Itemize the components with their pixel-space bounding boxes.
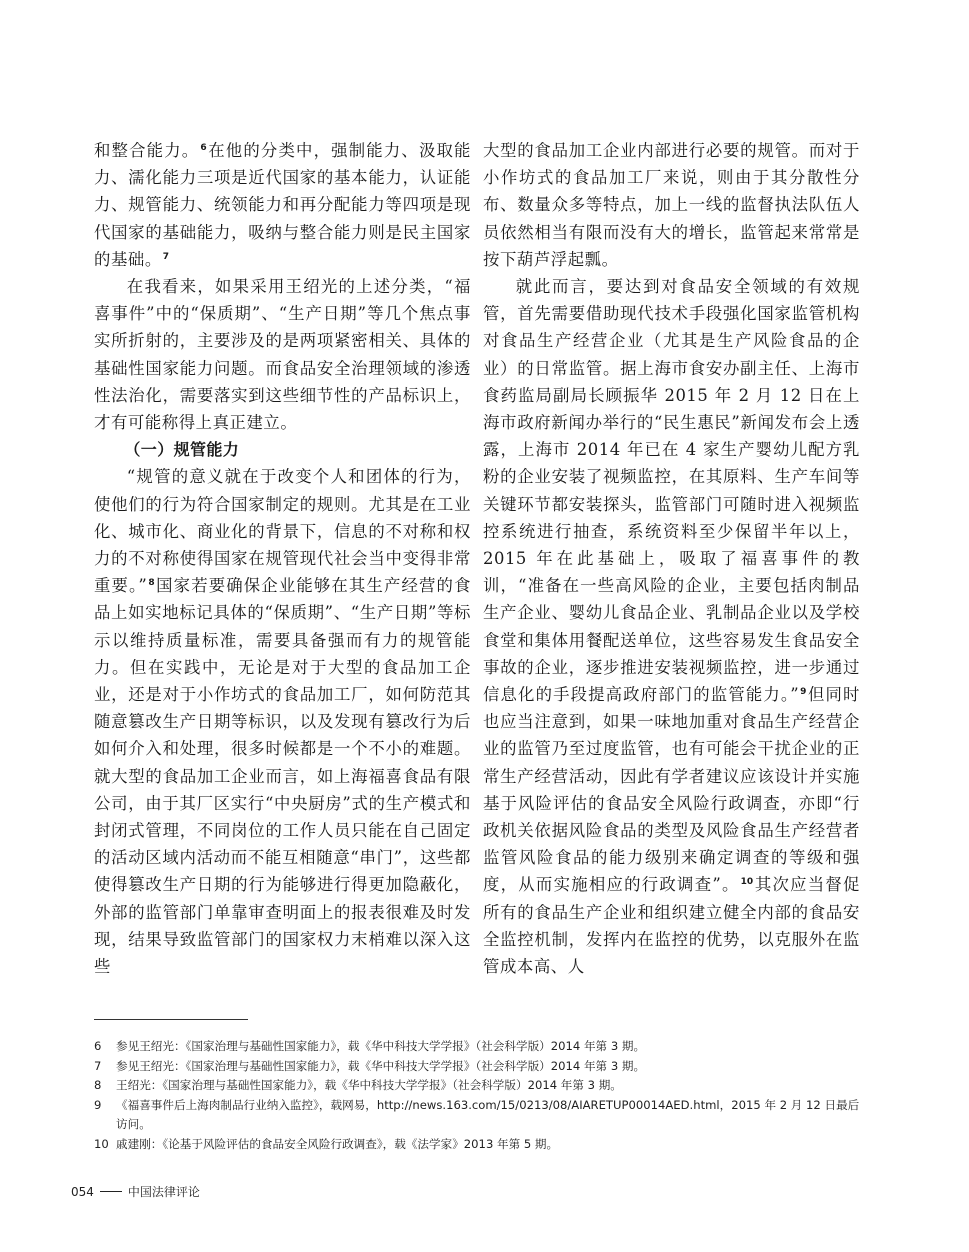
footnote-item	[94, 1135, 862, 1155]
footnote-number: 10	[94, 1136, 109, 1151]
footnote-item	[94, 1037, 862, 1057]
footnote-number: 6	[94, 1039, 102, 1053]
paragraph: 在我看来，如果采用王绍光的上述分类，“福喜事件”中的“保质期”、“生产日期”等几个焦点事实所折射的，主要涉及的是两项紧密相关、具体的基础性国家能力问题。而食品安全治理领域的渗透性法治化，需要落实到这些细节性的产品标识上，才有可能称得上真正建立。	[94, 277, 471, 433]
footnote-divider	[94, 1019, 248, 1020]
footnote-number: 9	[94, 1097, 102, 1112]
footnote-item	[94, 1057, 862, 1077]
footnote-text: 戚建刚：《论基于风险评估的食品安全风险行政调查》，载《法学家》2013 年第 5 期。	[116, 1136, 559, 1151]
footnote-item	[94, 1096, 862, 1135]
section-heading: （一）规管能力	[124, 440, 240, 460]
paragraph	[94, 137, 471, 273]
right-column	[483, 137, 860, 980]
page-footer	[71, 1183, 200, 1200]
text-run: 但同时也应当注意到，如果一味地加重对食品生产经营企业的监管乃至过度监管，也有可能会干扰企业的正常生产经营活动，因此有学者建议应该设计并实施基于风险评估的食品安全风险行政调查，亦即“行政机关依据风险食品的类型及风险食品生产经营者监管风险食品的能力级别来确定调查的等级和强度，从而实施相应的行政调查”。	[483, 685, 860, 895]
page-number: 054	[71, 1184, 94, 1199]
footnote-ref[interactable]: 9	[800, 687, 807, 698]
footnote-ref[interactable]: 7	[162, 251, 170, 262]
footnote-number: 8	[94, 1078, 102, 1092]
text-run: “规管的意义就在于改变个人和团体的行为，使他们的行为符合国家制定的规则。尤其是在工业化、城市化、商业化的背景下，信息的不对称和权力的不对称使得国家在规管现代社会当中变得非常重要。”	[94, 467, 471, 596]
paragraph	[94, 463, 471, 980]
footnote-text: 《福喜事件后上海肉制品行业纳入监控》，载网易，http://news.163.com/15/0213/08/AIARETUP00014AED.html，2015 年 2 月 12 日最后访问。	[116, 1097, 860, 1131]
text-run: 在他的分类中，强制能力、汲取能力、濡化能力三项是近代国家的基本能力，认证能力、规管能力、统领能力和再分配能力等四项是现代国家的基础能力，吸纳与整合能力则是民主国家的基础。	[94, 141, 471, 269]
left-column	[94, 137, 471, 980]
text-run: 国家若要确保企业能够在其生产经营的食品上如实地标记具体的“保质期”、“生产日期”等标示以维持质量标准，需要具备强而有力的规管能力。但在实践中，无论是对于大型的食品加工企业，还是对于小作坊式的食品加工厂，如何防范其随意篡改生产日期等标识，以及发现有篡改行为后如何介入和处理，很多时候都是一个不小的难题。就大型的食品加工企业而言，如上海福喜食品有限公司，由于其厂区实行“中央厨房”式的生产模式和封闭式管理，不同岗位的工作人员只能在自己固定的活动区域内活动而不能互相随意“串门”，这些都使得篡改生产日期的行为能够进行得更加隐蔽化，外部的监管部门单靠审查明面上的报表很难及时发现，结果导致监管部门的国家权力末梢难以深入这些	[94, 576, 471, 977]
footnote-number: 7	[94, 1058, 102, 1073]
journal-name: 中国法律评论	[127, 1185, 200, 1199]
footnote-ref[interactable]: 8	[148, 578, 155, 589]
text-run: 就此而言，要达到对食品安全领域的有效规管，首先需要借助现代技术手段强化国家监管机构对食品生产经营企业（尤其是生产风险食品的企业）的日常监管。据上海市食安办副主任、上海市食药监局副局长顾振华 2015 年 2 月 12 日在上海市政府新闻办举行的“民生惠民”新闻发布会上透露，上海市 2014 年已在 4 家生产婴幼儿配方乳粉的企业安装了视频监控，在其原料、生产车间等关键环节都安装探头，监管部门可随时进入视频监控系统进行抽查，系统资料至少保留半年以上，2015 年在此基础上，吸取了福喜事件的教训，“准备在一些高风险的企业，主要包括肉制品生产企业、婴幼儿食品企业、乳制品企业以及学校食堂和集体用餐配送单位，这些容易发生食品安全事故的企业，逐步推进安装视频监控，进一步通过信息化的手段提高政府部门的监管能力。”	[483, 277, 860, 705]
footnotes	[94, 1037, 862, 1154]
footnote-ref[interactable]: 6	[200, 143, 207, 153]
footnote-item	[94, 1076, 862, 1096]
footer-dash	[100, 1191, 122, 1192]
text-run: 其次应当督促所有的食品生产企业和组织建立健全内部的食品安全监控机制，发挥内在监控的优势，以克服外在监管成本高、人	[483, 875, 860, 977]
paragraph: 大型的食品加工企业内部进行必要的规管。而对于小作坊式的食品加工厂来说，则由于其分散性分布、数量众多等特点，加上一线的监督执法队伍人员依然相当有限而没有大的增长，监管起来常常是按下葫芦浮起瓢。	[483, 141, 860, 269]
footnote-text: 王绍光：《国家治理与基础性国家能力》，载《华中科技大学学报》（社会科学版）2014 年第 3 期。	[116, 1078, 622, 1092]
footnote-text: 参见王绍光：《国家治理与基础性国家能力》，载《华中科技大学学报》（社会科学版）2014 年第 3 期。	[116, 1039, 646, 1053]
text-run: 和整合能力。	[94, 141, 200, 160]
footnote-text: 参见王绍光：《国家治理与基础性国家能力》，载《华中科技大学学报》（社会科学版）2014 年第 3 期。	[116, 1058, 646, 1073]
footnote-ref[interactable]: 10	[740, 877, 754, 888]
paragraph	[483, 273, 860, 980]
